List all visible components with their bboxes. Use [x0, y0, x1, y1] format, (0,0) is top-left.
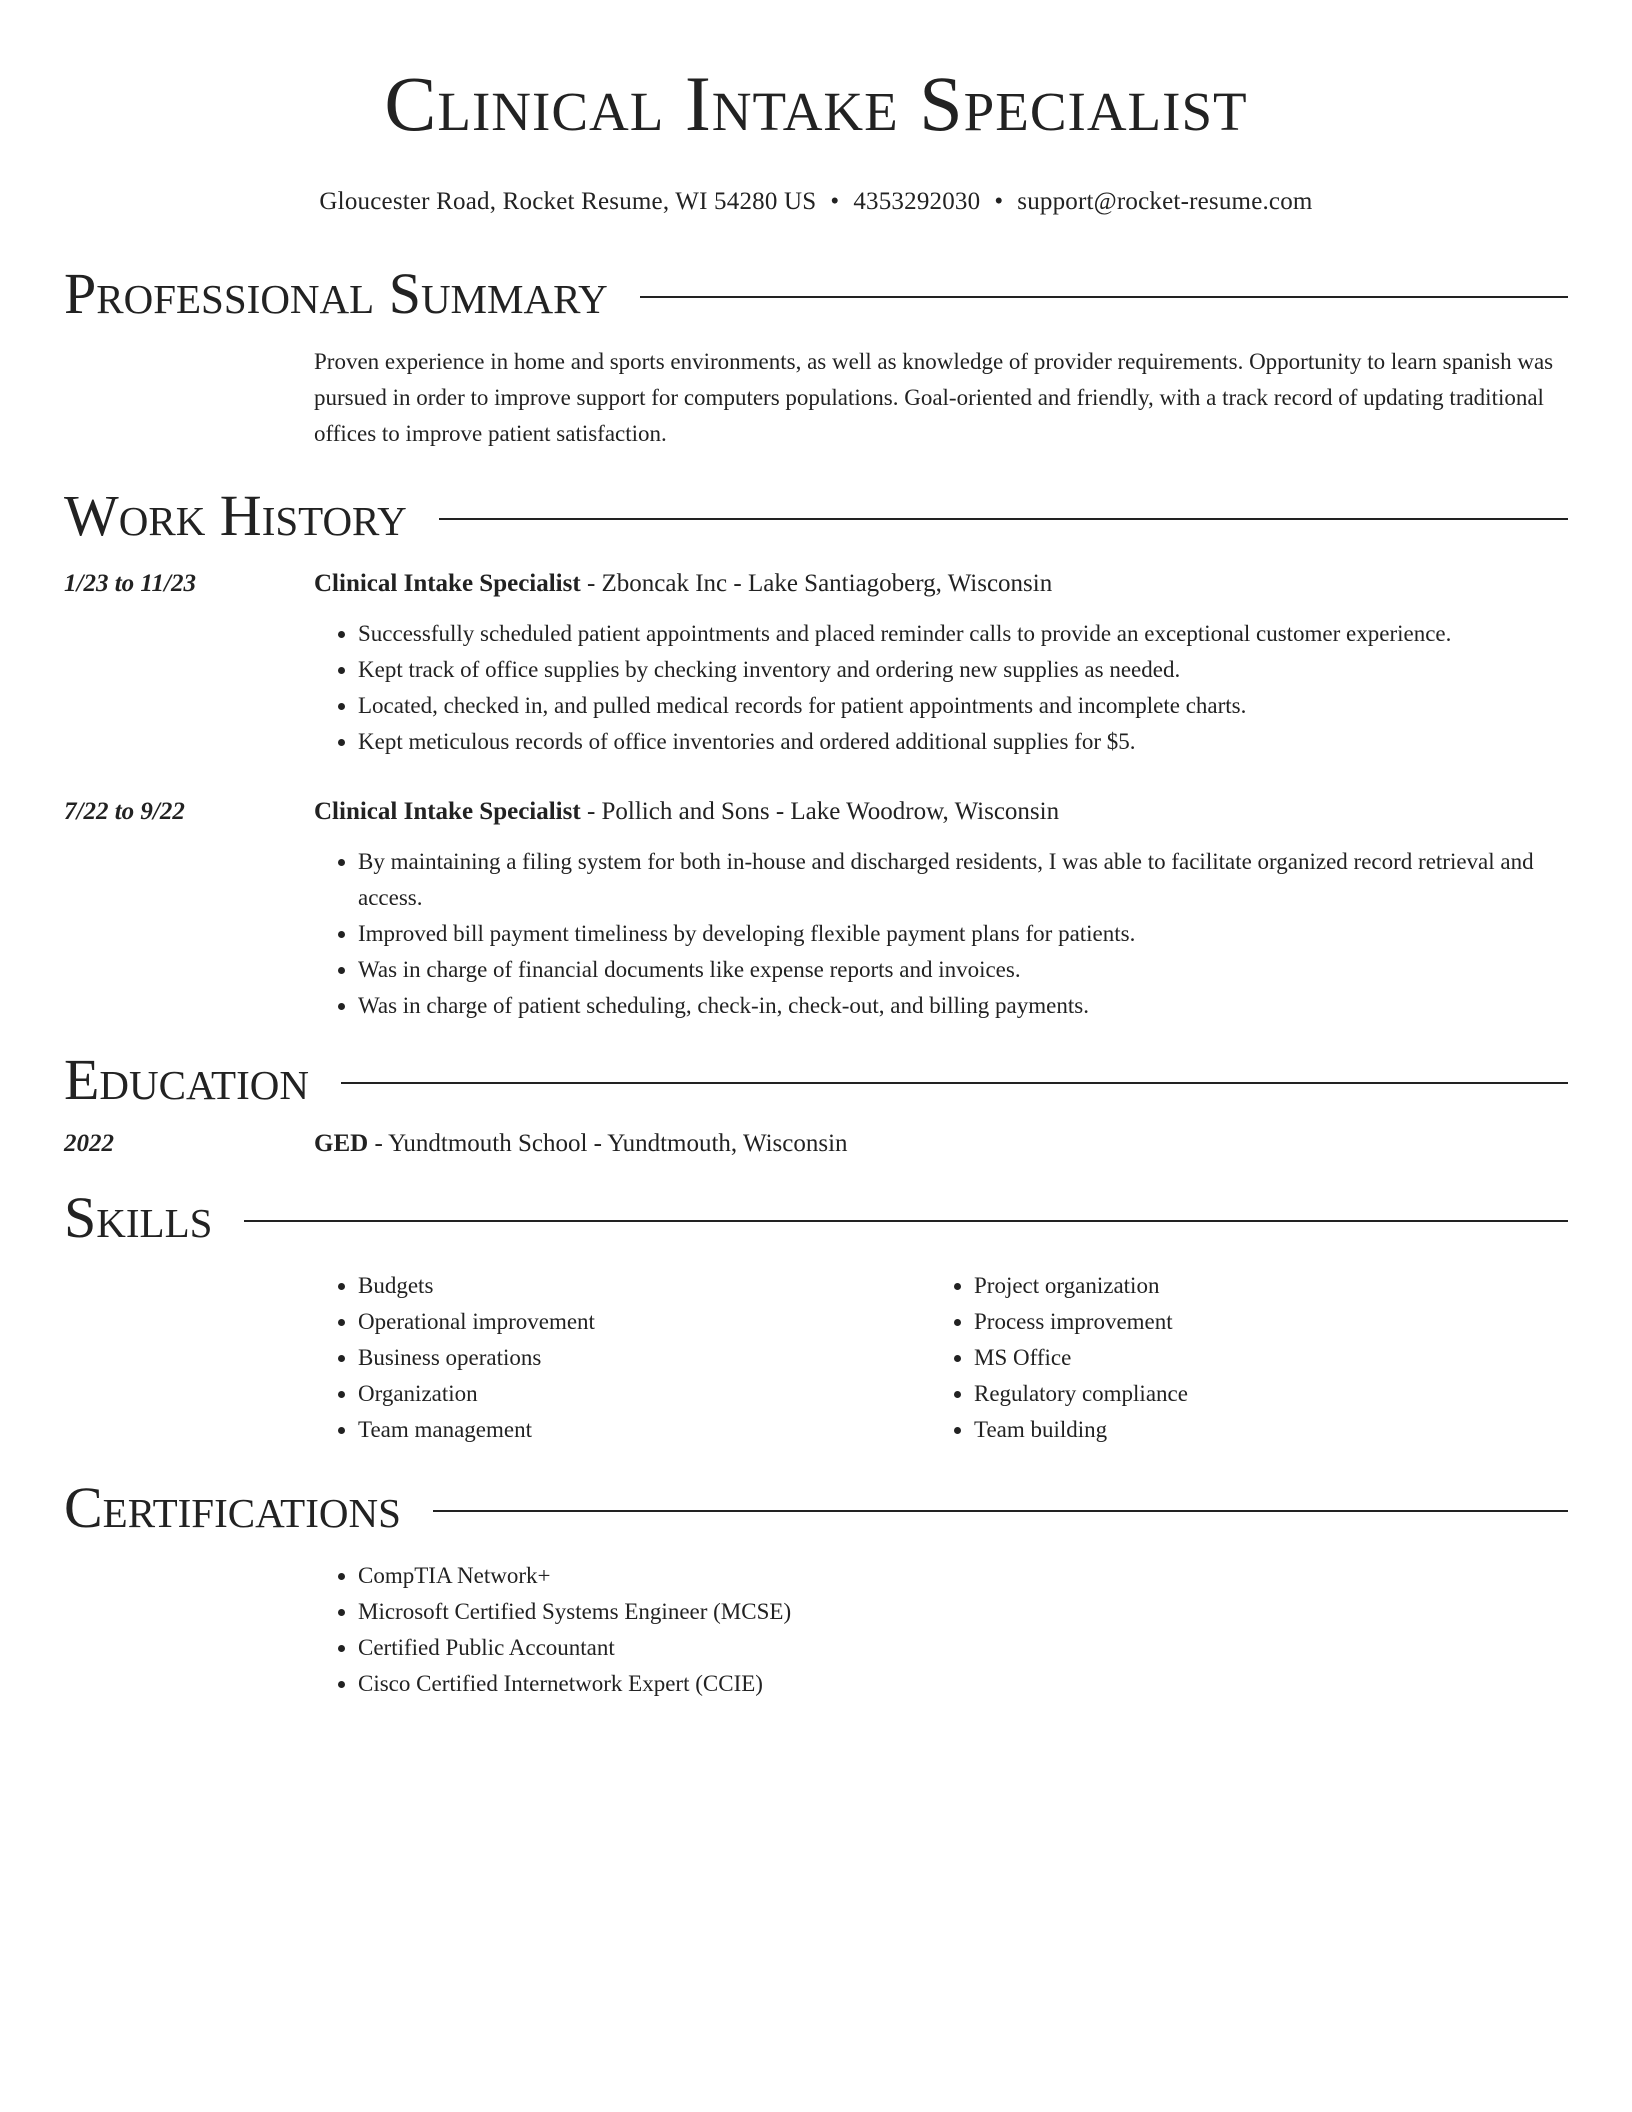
job-bullets [314, 616, 1568, 760]
skill-item: • Operational improvement [358, 1304, 930, 1340]
education-entry [64, 1126, 1568, 1162]
job-header [64, 794, 1568, 830]
job-header [64, 566, 1568, 602]
job-dates: 7/22 to 9/22 [64, 798, 185, 825]
skills-column-left [314, 1268, 930, 1448]
skill-item: • MS Office [974, 1340, 1546, 1376]
list-item: • Was in charge of financial documents like expense reports and invoices. [358, 952, 1568, 988]
skills-list [314, 1268, 1568, 1448]
section-heading-certifications [64, 1472, 1568, 1544]
skill-item: • Team management [358, 1412, 930, 1448]
job-dates: 1/23 to 11/23 [64, 570, 196, 597]
list-item: • Successfully scheduled patient appointments and placed reminder calls to provide an exceptional customer experience. [358, 616, 1568, 652]
section-title: Professional Summary [64, 261, 608, 326]
certification-item: • CompTIA Network+ [358, 1558, 1568, 1594]
section-divider [433, 1510, 1568, 1512]
job-role [314, 566, 1052, 602]
section-title: Certifications [64, 1475, 401, 1540]
section-heading-education [64, 1044, 1568, 1116]
job-entry [64, 794, 1568, 1024]
section-heading-summary [64, 258, 1568, 330]
education-year: 2022 [64, 1130, 114, 1157]
section-heading-skills [64, 1182, 1568, 1254]
skill-item: • Organization [358, 1376, 930, 1412]
contact-address: Gloucester Road, Rocket Resume, WI 54280 US [319, 188, 817, 215]
certification-item: • Microsoft Certified Systems Engineer (MCSE) [358, 1594, 1568, 1630]
section-divider [341, 1082, 1568, 1084]
contact-separator: • [830, 188, 840, 215]
skill-item: • Regulatory compliance [974, 1376, 1546, 1412]
section-title: Work History [64, 483, 407, 548]
resume-name: Clinical Intake Specialist [384, 60, 1248, 147]
skills-column-right [930, 1268, 1546, 1448]
section-heading-work [64, 480, 1568, 552]
list-item: • Located, checked in, and pulled medical records for patient appointments and incomplete charts. [358, 688, 1568, 724]
job-title: Clinical Intake Specialist [314, 798, 581, 825]
job-role [314, 794, 1059, 830]
certifications-list [314, 1558, 1568, 1702]
education-role [314, 1126, 848, 1162]
list-item: • By maintaining a filing system for both in-house and discharged residents, I was able to facilitate organized record retrieval and access. [358, 844, 1568, 916]
job-bullets [314, 844, 1568, 1024]
job-details: - Zboncak Inc - Lake Santiagoberg, Wisconsin [580, 570, 1053, 597]
list-item: • Improved bill payment timeliness by developing flexible payment plans for patients. [358, 916, 1568, 952]
contact-phone: 4353292030 [853, 188, 981, 215]
job-title: Clinical Intake Specialist [314, 570, 581, 597]
job-entry [64, 566, 1568, 760]
section-divider [439, 518, 1568, 520]
section-title: Skills [64, 1185, 213, 1250]
list-item: • Kept meticulous records of office inventories and ordered additional supplies for $5. [358, 724, 1568, 760]
summary-text: Proven experience in home and sports environments, as well as knowledge of provider requirements. Opportunity to learn spanish was pursued in order to improve support for computers populations. Goal-oriented and friendly, with a track record of updating traditional offices to improve patient satisfaction. [314, 349, 1554, 446]
list-item: • Was in charge of patient scheduling, check-in, check-out, and billing payments. [358, 988, 1568, 1024]
contact-email: support@rocket-resume.com [1017, 188, 1313, 215]
section-divider [640, 296, 1568, 298]
section-title: Education [64, 1047, 309, 1112]
list-item: • Kept track of office supplies by checking inventory and ordering new supplies as needed. [358, 652, 1568, 688]
skill-item: • Project organization [974, 1268, 1546, 1304]
job-details: - Pollich and Sons - Lake Woodrow, Wisconsin [580, 798, 1060, 825]
skill-item: • Process improvement [974, 1304, 1546, 1340]
skill-item: • Business operations [358, 1340, 930, 1376]
contact-line [64, 186, 1568, 218]
certification-item: • Certified Public Accountant [358, 1630, 1568, 1666]
education-degree: GED [314, 1130, 369, 1157]
certification-item: • Cisco Certified Internetwork Expert (CCIE) [358, 1666, 1568, 1702]
education-details: - Yundtmouth School - Yundtmouth, Wisconsin [368, 1130, 848, 1157]
contact-separator: • [994, 188, 1004, 215]
skill-item: • Team building [974, 1412, 1546, 1448]
section-divider [244, 1220, 1568, 1222]
skill-item: • Budgets [358, 1268, 930, 1304]
